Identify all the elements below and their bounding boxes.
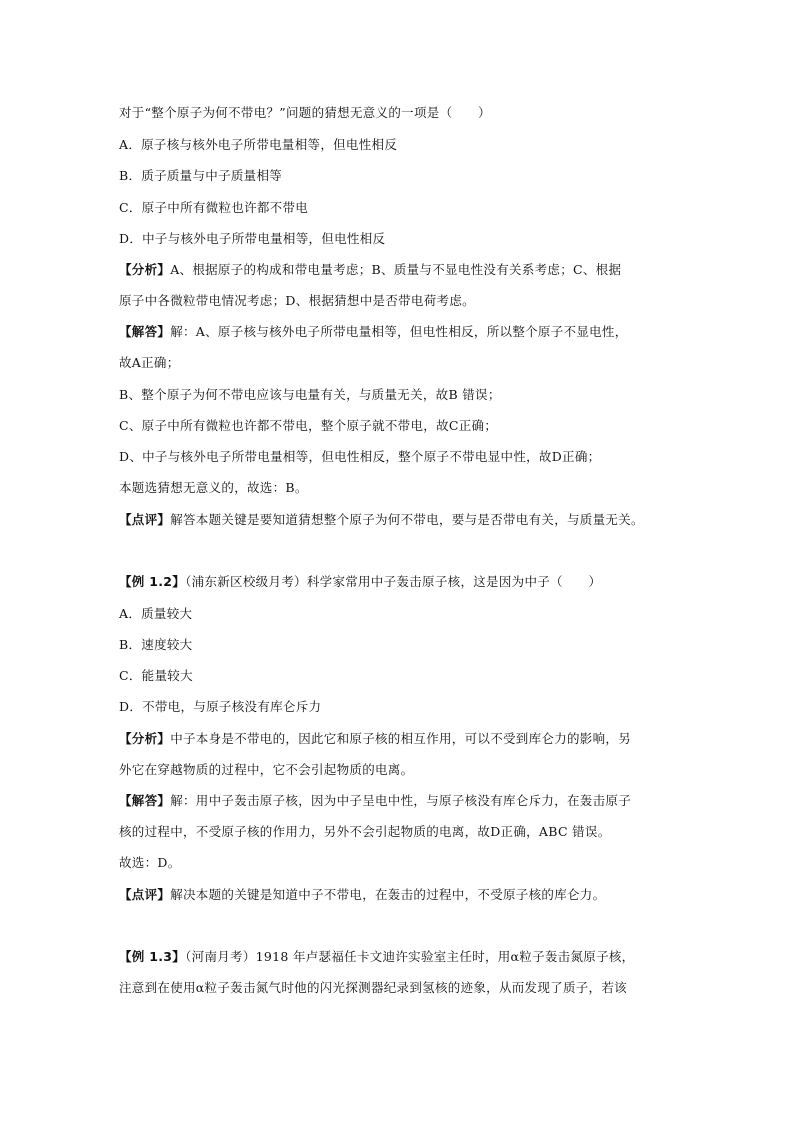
q2-option-c: C．能量较大 [119, 668, 193, 683]
q1-answer-line-4: C、原子中所有微粒也许都不带电，整个原子就不带电，故C正确； [119, 418, 498, 433]
q2-label: 【例 1.2】 [119, 574, 186, 589]
q1-answer-line-6: 本题选猜想无意义的，故选：B。 [119, 480, 308, 495]
q2-answer-line-2: 核的过程中，不受原子核的作用力，另外不会引起物质的电离，故D正确，ABC 错误。 [119, 824, 611, 839]
q1-analysis-line-2: 原子中各微粒带电情况考虑；D、根据猜想中是否带电荷考虑。 [119, 293, 475, 308]
q2-analysis-text-1: 中子本身是不带电的，因此它和原子核的相互作用，可以不受到库仑力的影响，另 [170, 731, 632, 746]
q2-option-a: A．质量较大 [119, 606, 193, 621]
q2-answer-text-1: 解：用中子轰击原子核，因为中子呈电中性，与原子核没有库仑斥力，在轰击原子 [170, 793, 632, 808]
analysis-tag: 【分析】 [119, 731, 171, 746]
q3-stem-line-2: 注意到在使用α粒子轰击氮气时他的闪光探测器纪录到氢核的迹象，从而发现了质子，若该 [119, 980, 627, 995]
q2-analysis-line-2: 外它在穿越物质的过程中，它不会引起物质的电离。 [119, 762, 414, 777]
answer-tag: 【解答】 [119, 324, 171, 339]
q1-option-a: A．原子核与核外电子所带电量相等，但电性相反 [119, 137, 398, 152]
q1-comment-text: 解答本题关键是要知道猜想整个原子为何不带电，要与是否带电有关，与质量无关。 [170, 512, 644, 527]
analysis-tag: 【分析】 [119, 262, 171, 277]
q3-label: 【例 1.3】 [119, 949, 186, 964]
q2-stem-line [119, 574, 679, 590]
q1-analysis-text-1: A、根据原子的构成和带电量考虑；B、质量与不显电性没有关系考虑；C、根据 [170, 262, 622, 277]
q2-analysis-line-1 [119, 731, 679, 747]
q2-option-d: D．不带电，与原子核没有库仑斥力 [119, 699, 322, 714]
q2-comment-text: 解决本题的关键是知道中子不带电，在轰击的过程中，不受原子核的库仑力。 [170, 887, 606, 902]
q1-answer-line-2: 故A正确； [119, 355, 180, 370]
q2-stem: （浦东新区校级月考）科学家常用中子轰击原子核，这是因为中子（ ） [185, 574, 602, 589]
q2-answer-line-1 [119, 793, 679, 809]
answer-tag: 【解答】 [119, 793, 171, 808]
q1-answer-line-1 [119, 324, 679, 340]
q1-answer-text-1: 解：A、原子核与核外电子所带电量相等，但电性相反，所以整个原子不显电性， [170, 324, 628, 339]
q3-stem-text-1: （河南月考）1918 年卢瑟福任卡文迪许实验室主任时，用α粒子轰击氮原子核， [185, 949, 635, 964]
q1-option-c: C．原子中所有微粒也许都不带电 [119, 200, 309, 215]
q1-option-b: B．质子质量与中子质量相等 [119, 168, 283, 183]
q1-comment [119, 512, 679, 528]
q1-answer-line-3: B、整个原子为何不带电应该与电量有关，与质量无关，故B 错误； [119, 387, 501, 402]
q1-answer-line-5: D、中子与核外电子所带电量相等，但电性相反，整个原子不带电显中性，故D正确； [119, 449, 601, 464]
q2-comment [119, 887, 679, 903]
q1-stem: 对于“整个原子为何不带电？”问题的猜想无意义的一项是（ ） [119, 105, 491, 120]
comment-tag: 【点评】 [119, 887, 171, 902]
q1-analysis-line-1 [119, 262, 679, 278]
q1-option-d: D．中子与核外电子所带电量相等，但电性相反 [119, 231, 386, 246]
comment-tag: 【点评】 [119, 512, 171, 527]
q2-option-b: B．速度较大 [119, 637, 193, 652]
q3-stem-line-1 [119, 949, 679, 965]
q2-answer-line-3: 故选：D。 [119, 855, 181, 870]
